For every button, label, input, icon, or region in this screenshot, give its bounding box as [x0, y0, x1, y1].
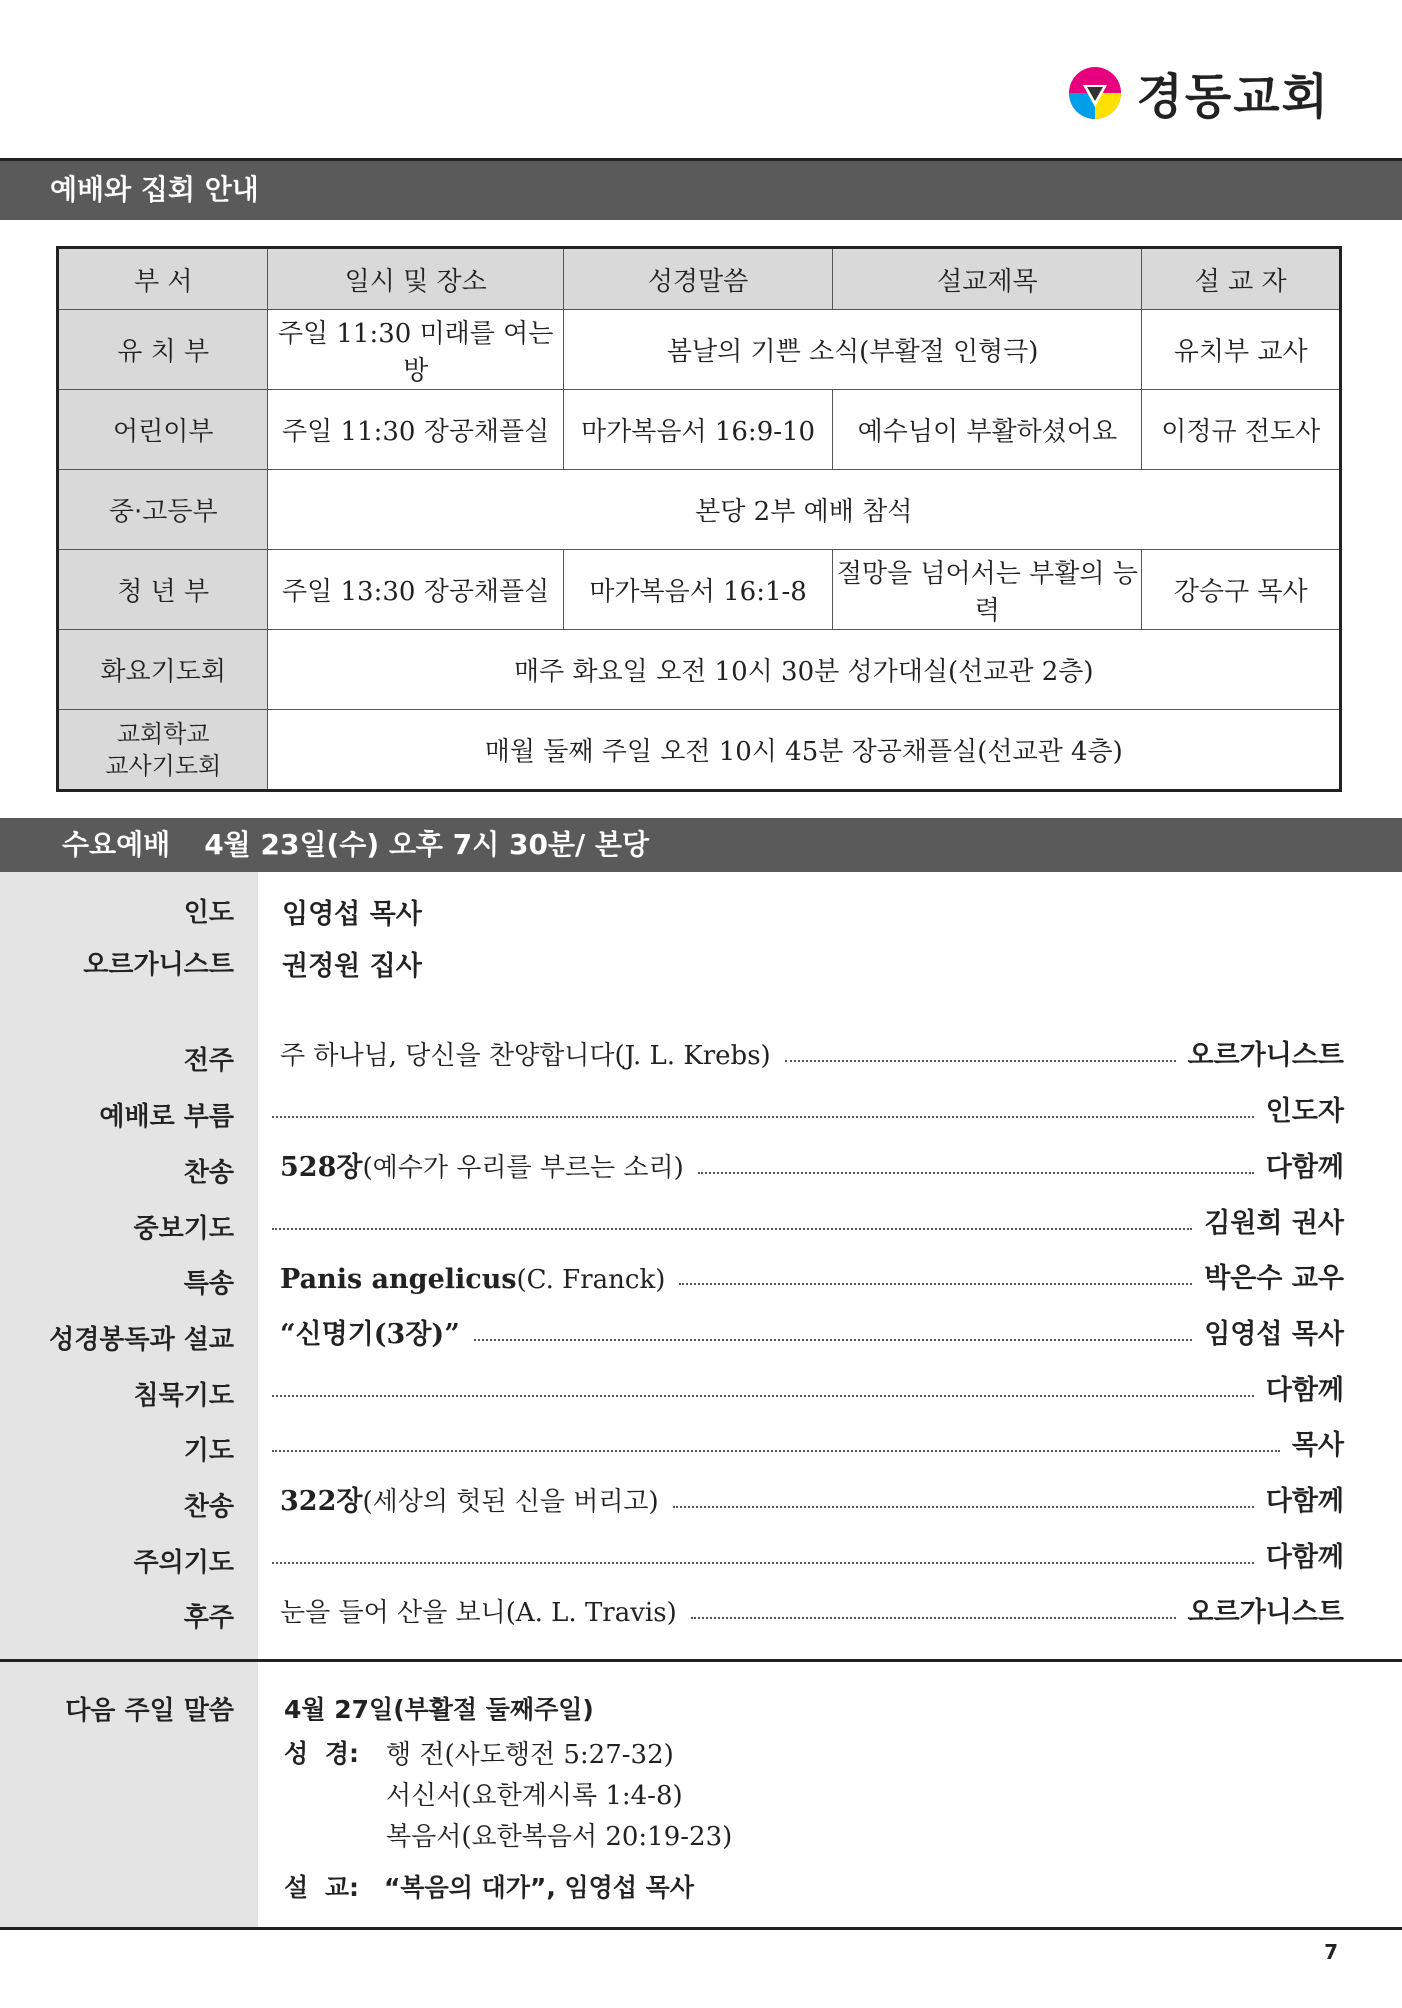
order-label: 특송	[183, 1269, 234, 1299]
leader-dots	[691, 1617, 1176, 1619]
order-role: 임영섭 목사	[1204, 1319, 1344, 1350]
order-label: 성경봉독과 설교	[49, 1325, 234, 1355]
preacher-cell: 유치부 교사	[1142, 310, 1341, 390]
order-label: 중보기도	[133, 1214, 234, 1244]
reading-item: 행 전(사도행전 5:27-32)	[386, 1740, 674, 1770]
leader-dots	[272, 1228, 1192, 1230]
merged-cell: 매월 둘째 주일 오전 10시 45분 장공채플실(선교관 4층)	[268, 710, 1341, 791]
order-label: 침묵기도	[133, 1381, 234, 1411]
hymn-title: (세상의 헛된 신을 버리고)	[362, 1487, 659, 1517]
table-row	[58, 390, 1341, 470]
special-song-composer: (C. Franck)	[516, 1265, 666, 1295]
table-row	[58, 550, 1341, 630]
dept-line: 교회학교	[116, 719, 210, 748]
order-content: 주 하나님, 당신을 찬양합니다(J. L. Krebs)	[280, 1041, 771, 1071]
wednesday-title: 수요예배	[62, 828, 171, 861]
leader-dots	[679, 1283, 1192, 1285]
table-row	[58, 630, 1341, 710]
order-line	[258, 1367, 1344, 1407]
sermon-title: “신명기(3장)”	[280, 1319, 460, 1350]
order-role: 박은수 교우	[1204, 1263, 1344, 1294]
order-label: 찬송	[183, 1158, 234, 1188]
leader-dots	[272, 1116, 1254, 1118]
col-header-dept: 부 서	[58, 248, 268, 310]
order-line	[258, 1589, 1344, 1629]
merged-cell: 본당 2부 예배 참석	[268, 470, 1341, 550]
table-row	[58, 310, 1341, 390]
leader-dots	[474, 1339, 1192, 1341]
order-line	[258, 1200, 1344, 1240]
special-song-title: Panis angelicus	[280, 1264, 517, 1295]
col-header-title: 설교제목	[833, 248, 1142, 310]
order-line	[258, 1422, 1344, 1462]
time-cell: 주일 11:30 장공채플실	[268, 390, 563, 470]
order-content	[258, 1479, 659, 1518]
bottom-rule	[0, 1927, 1402, 1930]
order-content	[258, 1312, 460, 1351]
organist-name: 권정원 집사	[282, 951, 422, 982]
order-content: 눈을 들어 산을 보니(A. L. Travis)	[280, 1598, 677, 1628]
church-logo	[1067, 58, 1330, 127]
next-week-date: 4월 27일(부활절 둘째주일)	[284, 1695, 594, 1724]
next-sermon: “복음의 대가”, 임영섭 목사	[384, 1873, 694, 1902]
col-header-preacher: 설 교 자	[1142, 248, 1341, 310]
hymn-number: 322장	[280, 1486, 363, 1517]
order-role: 다함께	[1265, 1542, 1344, 1573]
dept-cell: 청 년 부	[58, 550, 268, 630]
col-header-scripture: 성경말씀	[563, 248, 832, 310]
order-label: 기도	[183, 1436, 234, 1466]
merged-cell: 매주 화요일 오전 10시 30분 성가대실(선교관 2층)	[268, 630, 1341, 710]
order-line	[258, 1478, 1344, 1518]
time-cell: 주일 11:30 미래를 여는 방	[268, 310, 563, 390]
merged-cell: 봄날의 기쁜 소식(부활절 인형극)	[563, 310, 1142, 390]
leader-name: 임영섭 목사	[282, 899, 422, 930]
order-line	[258, 1032, 1344, 1072]
order-role: 목사	[1291, 1430, 1344, 1461]
order-content	[258, 1145, 684, 1184]
leader-dots	[272, 1395, 1254, 1397]
leader-dots	[272, 1450, 1280, 1452]
order-line	[258, 1311, 1344, 1351]
order-line	[258, 1144, 1344, 1184]
order-role: 다함께	[1265, 1152, 1344, 1183]
leader-dots	[698, 1172, 1254, 1174]
order-role: 오르가니스트	[1187, 1040, 1344, 1071]
schedule-table	[56, 246, 1342, 792]
church-name: 경동교회	[1136, 69, 1330, 125]
order-role: 오르가니스트	[1187, 1597, 1344, 1628]
order-role: 김원희 권사	[1204, 1208, 1344, 1239]
order-role: 다함께	[1265, 1486, 1344, 1517]
hymn-number: 528장	[280, 1152, 363, 1183]
preacher-cell: 강승구 목사	[1142, 550, 1341, 630]
preacher-cell: 이정규 전도사	[1142, 390, 1341, 470]
title-cell: 절망을 넘어서는 부활의 능력	[833, 550, 1142, 630]
title-cell: 예수님이 부활하셨어요	[833, 390, 1142, 470]
table-row	[58, 710, 1341, 791]
hymn-title: (예수가 우리를 부르는 소리)	[362, 1153, 684, 1183]
dept-cell: 화요기도회	[58, 630, 268, 710]
order-content	[258, 1264, 665, 1295]
dept-cell: 유 치 부	[58, 310, 268, 390]
order-line	[258, 1088, 1344, 1128]
scripture-cell: 마가복음서 16:1-8	[563, 550, 832, 630]
leader-dots	[785, 1060, 1176, 1062]
order-line	[258, 1255, 1344, 1295]
scripture-label: 성 경:	[284, 1739, 360, 1768]
reading-item: 서신서(요한계시록 1:4-8)	[386, 1781, 683, 1811]
scripture-cell: 마가복음서 16:9-10	[563, 390, 832, 470]
order-line	[258, 1534, 1344, 1574]
col-header-time: 일시 및 장소	[268, 248, 563, 310]
time-cell: 주일 13:30 장공채플실	[268, 550, 563, 630]
order-label: 주의기도	[133, 1548, 234, 1578]
organist-label: 오르가니스트	[83, 950, 234, 980]
wednesday-datetime: 4월 23일(수) 오후 7시 30분/ 본당	[204, 828, 650, 861]
church-emblem-icon	[1067, 65, 1123, 121]
next-week-label: 다음 주일 말씀	[65, 1696, 234, 1726]
order-of-worship	[0, 872, 1402, 1928]
table-row	[58, 470, 1341, 550]
leader-label: 인도	[183, 898, 234, 928]
dept-cell: 어린이부	[58, 390, 268, 470]
table-header-row	[58, 248, 1341, 310]
section-title-wednesday	[0, 818, 1402, 872]
order-role: 다함께	[1265, 1375, 1344, 1406]
order-label: 찬송	[183, 1492, 234, 1522]
dept-line: 교사기도회	[105, 751, 222, 780]
order-label: 예배로 부름	[99, 1102, 234, 1132]
order-label: 전주	[183, 1046, 234, 1076]
sermon-label: 설 교:	[284, 1873, 360, 1902]
dept-cell	[58, 710, 268, 791]
leader-dots	[673, 1506, 1254, 1508]
leader-dots	[272, 1562, 1254, 1564]
page-number: 7	[1324, 1940, 1338, 1964]
order-label: 후주	[183, 1603, 234, 1633]
reading-item: 복음서(요한복음서 20:19-23)	[386, 1822, 733, 1852]
dept-cell: 중·고등부	[58, 470, 268, 550]
section-divider	[0, 1659, 1402, 1662]
section-title-schedule: 예배와 집회 안내	[0, 158, 1402, 220]
order-role: 인도자	[1265, 1096, 1344, 1127]
